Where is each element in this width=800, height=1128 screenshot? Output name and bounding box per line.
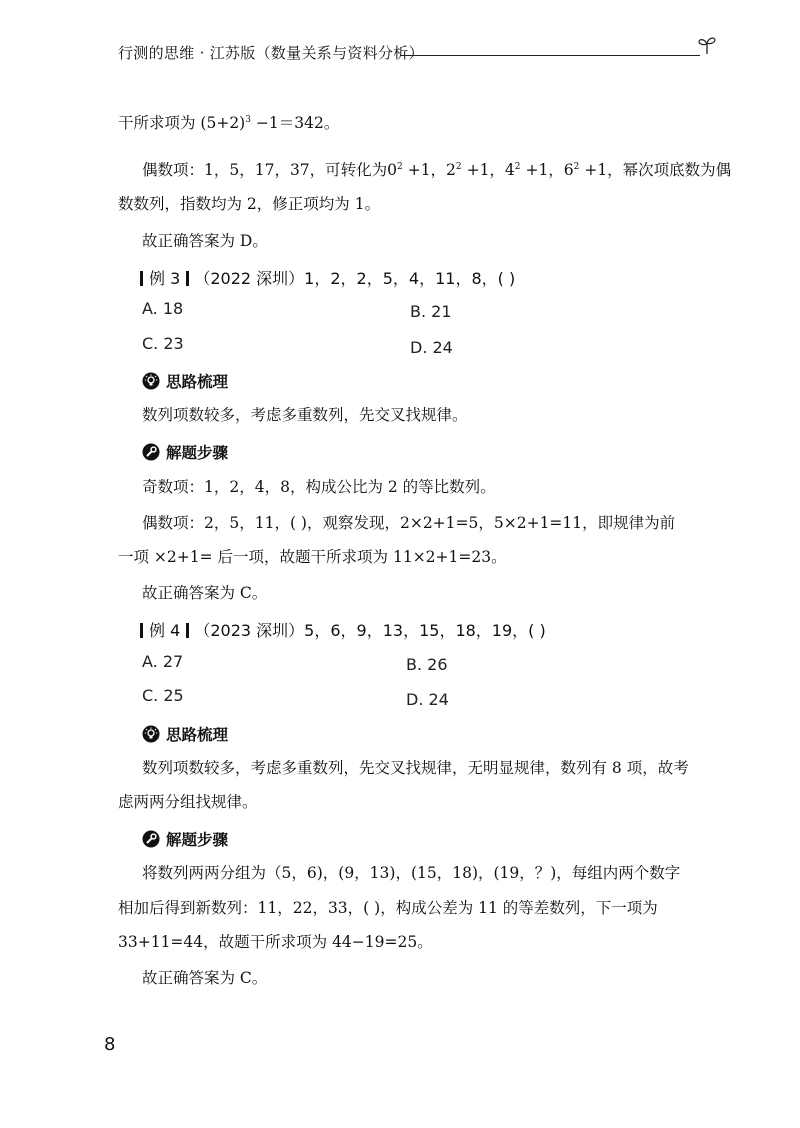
option-a: A. 27 [142,652,184,671]
option-c: C. 25 [142,686,184,705]
step-4-line2: 相加后得到新数列：11，22，33，( )，构成公差为 11 的等差数列，下一项为 [118,899,658,917]
example-4-question: （2023 深圳）5，6，9，13，15，18，19，( ) [194,621,546,640]
thought-3-text: 数列项数较多，考虑多重数列，先交叉找规律。 [142,406,468,424]
header-rule [400,55,700,56]
step-4-line3: 33+11=44，故题干所求项为 44−19=25。 [118,933,433,951]
bracket-bar-right [186,623,189,638]
option-c: C. 23 [142,334,184,353]
section-steps-3-label: 解题步骤 [166,444,229,462]
example-3-title [140,266,515,289]
section-thought-4-label: 思路梳理 [166,726,229,744]
option-b: B. 26 [406,655,448,674]
sprout-icon [696,34,718,56]
line-even-terms: 偶数项：1，5，17，37，可转化为$0^2 +1$，$2^2 +1$，$4^2 +1$，$6^2 +1$，幂次项底数为偶 [142,161,732,179]
section-thought-3 [142,370,228,392]
step-3-line3: 一项 ×2+1= 后一项，故题干所求项为 11×2+1=23。 [118,548,507,566]
wrench-icon [142,830,160,848]
option-b: B. 21 [410,302,452,321]
section-thought-4 [142,723,228,745]
option-d: D. 24 [410,338,453,357]
thought-4-line1: 数列项数较多，考虑多重数列，先交叉找规律，无明显规律，数列有 8 项，故考 [142,759,689,777]
step-4-line1: 将数列两两分组为（5，6)，(9，13)，(15，18)，(19，？)，每组内两个数字 [142,864,681,882]
section-thought-3-label: 思路梳理 [166,373,229,391]
example-3-question: （2022 深圳）1，2，2，5，4，11，8，( ) [194,269,516,288]
example-4-label: 例 4 [149,621,181,640]
page-number: 8 [104,1034,116,1055]
example-3-label: 例 3 [149,269,181,288]
wrench-icon [142,443,160,461]
thought-4-line2: 虑两两分组找规律。 [118,793,258,811]
lightbulb-icon [142,372,160,390]
step-3-line2: 偶数项：2，5，11，( )，观察发现，2×2+1=5，5×2+1=11，即规律为前 [142,514,676,532]
option-d: D. 24 [406,690,449,709]
section-steps-4 [142,828,228,850]
section-steps-3 [142,441,228,463]
bracket-bar-left [140,623,143,638]
bracket-bar-right [186,271,189,286]
bracket-bar-left [140,271,143,286]
section-steps-4-label: 解题步骤 [166,831,229,849]
option-a: A. 18 [142,299,184,318]
header-title: 行测的思维 · 江苏版（数量关系与资料分析） [118,44,424,62]
running-header [118,40,718,68]
lightbulb-icon [142,725,160,743]
answer-3: 故正确答案为 C。 [142,584,268,602]
example-4-title [140,618,546,641]
line-answer-d: 故正确答案为 D。 [142,232,268,250]
line-prev-answer: 干所求项为 $(5+2)^3 -1=342$。 [118,114,340,132]
answer-4: 故正确答案为 C。 [142,969,268,987]
line-even-terms-cont: 数数列，指数均为 2，修正项均为 1。 [118,195,381,213]
step-3-line1: 奇数项：1，2，4，8，构成公比为 2 的等比数列。 [142,478,496,496]
